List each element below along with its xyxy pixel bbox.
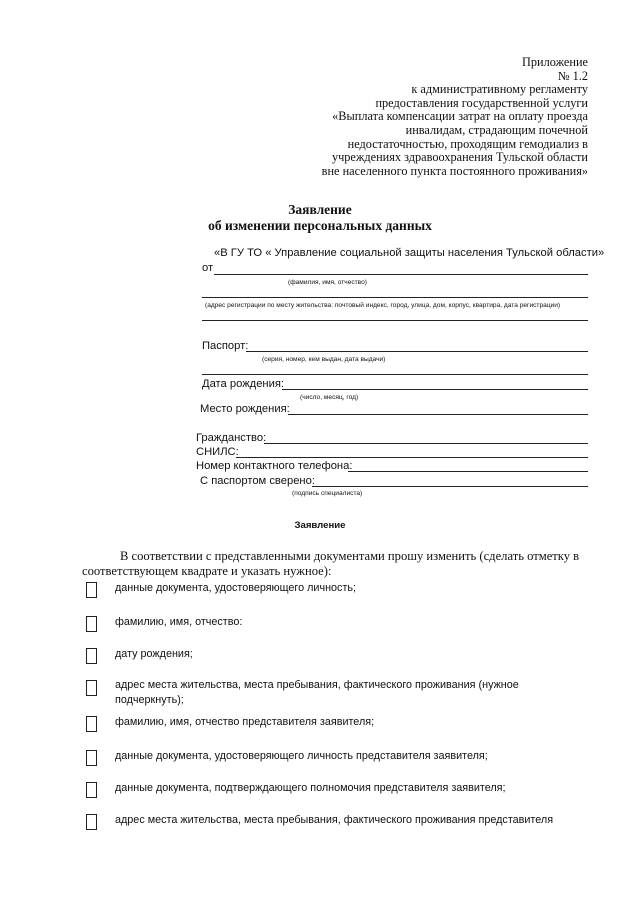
phone-label: Номер контактного телефона:	[196, 460, 353, 472]
snils-field[interactable]	[236, 457, 588, 458]
verified-hint: (подпись специалиста)	[292, 490, 363, 497]
option-birth-date: дату рождения;	[115, 648, 193, 660]
checkbox-representative-identity[interactable]	[86, 750, 97, 766]
appendix-line: недостаточностью, проходящим гемодиализ в	[347, 136, 588, 151]
checkbox-full-name[interactable]	[86, 616, 97, 632]
checkbox-identity-document[interactable]	[86, 582, 97, 598]
appendix-line: вне населенного пункта постоянного проживания»	[321, 163, 588, 178]
appendix-line: к административному регламенту	[411, 82, 588, 97]
appendix-line: № 1.2	[557, 68, 588, 83]
birthplace-field[interactable]	[288, 414, 588, 415]
birthplace-label: Место рождения:	[200, 403, 290, 415]
address-field-line-1[interactable]	[202, 297, 588, 298]
appendix-line: инвалидам, страдающим почечной	[405, 122, 588, 137]
birthdate-label: Дата рождения:	[202, 378, 285, 390]
document-subtitle: об изменении персональных данных	[208, 218, 432, 233]
appendix-line: Приложение	[522, 55, 588, 69]
appendix-block	[268, 56, 588, 178]
passport-label: Паспорт:	[202, 340, 249, 352]
option-full-name: фамилию, имя, отчество:	[115, 616, 243, 628]
statement-intro: В соответствии с представленными документами прошу изменить (сделать отметку в соответствующем квадрате и указать нужное):	[82, 549, 580, 578]
option-representative-address: адрес места жительства, места пребывания, фактического проживания представителя	[115, 814, 554, 826]
address-field-line-2[interactable]	[202, 320, 588, 321]
from-hint: (фамилия, имя, отчество)	[288, 279, 367, 286]
option-identity-document: данные документа, удостоверяющего личность;	[115, 582, 357, 594]
checkbox-representative-address[interactable]	[86, 814, 97, 830]
citizenship-field[interactable]	[264, 443, 588, 444]
appendix-line: «Выплата компенсации затрат на оплату проезда	[332, 109, 588, 124]
document-title: Заявление	[288, 202, 352, 217]
signature-field[interactable]	[312, 486, 588, 487]
snils-label: СНИЛС:	[196, 446, 239, 458]
phone-field[interactable]	[348, 471, 588, 472]
option-representative-identity: данные документа, удостоверяющего личность представителя заявителя;	[115, 750, 488, 762]
passport-field[interactable]	[246, 351, 588, 352]
option-representative-authority: данные документа, подтверждающего полномочия представителя заявителя;	[115, 782, 506, 794]
passport-hint: (серия, номер, кем выдан, дата выдачи)	[262, 356, 386, 363]
appendix-line: предоставления государственной услуги	[375, 95, 588, 110]
checkbox-representative-name[interactable]	[86, 716, 97, 732]
from-field[interactable]	[214, 274, 588, 275]
passport-field-line-2[interactable]	[202, 374, 588, 375]
statement-heading: Заявление	[294, 520, 346, 531]
citizenship-label: Гражданство:	[196, 432, 267, 444]
from-label: от	[202, 262, 214, 274]
option-residence-address: адрес места жительства, места пребывания, фактического проживания (нужное подчеркнуть);	[115, 679, 519, 706]
address-hint: (адрес регистрации по месту жительства: почтовый индекс, город, улица, дом, корпус, квартира, дата регистрации)	[205, 302, 561, 309]
checkbox-representative-authority[interactable]	[86, 782, 97, 798]
birthdate-field[interactable]	[282, 389, 588, 390]
checkbox-residence-address[interactable]	[86, 680, 97, 696]
option-representative-name: фамилию, имя, отчество представителя заявителя;	[115, 716, 375, 728]
verified-label: С паспортом сверено:	[200, 475, 315, 487]
checkbox-birth-date[interactable]	[86, 648, 97, 664]
birthdate-hint: (число, месяц, год)	[300, 394, 359, 401]
addressee-text: «В ГУ ТО « Управление социальной защиты населения Тульской области»	[214, 247, 605, 259]
appendix-line: учреждениях здравоохранения Тульской области	[331, 150, 588, 165]
